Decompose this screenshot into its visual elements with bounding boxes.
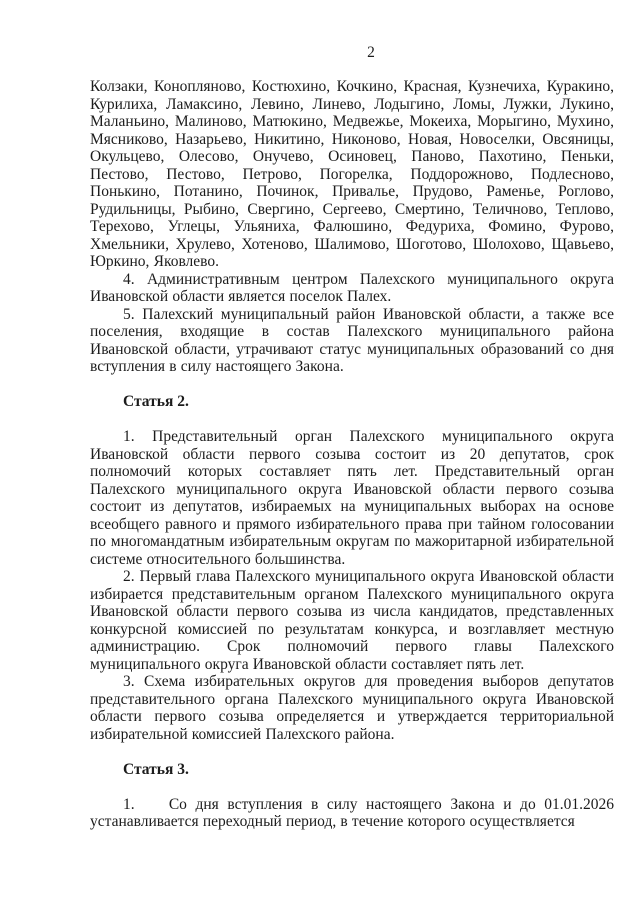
article1-item5-paragraph: 5. Палехский муниципальный район Ивановской области, а также все поселения, входящие в состав Палехского муниципального района Ивановской области, утрачивают статус муниципальных образований со дня вступления в силу настоящего Закона.	[90, 305, 614, 375]
article3-heading: Статья 3.	[123, 760, 189, 778]
settlement-list-paragraph: Колзаки, Конопляново, Костюхино, Кочкино, Красная, Кузнечиха, Куракино, Курилиха, Ламаксино, Левино, Линево, Лодыгино, Ломы, Лужки, Лукино, Маланьино, Малиново, Матюкино, Медвежье, Мокеиха, Морыгино, Мухино, Мясниково, Назарьево, Никитино, Никоново, Новая, Новоселки, Овсяницы, Окульцево, Олесово, Онучево, Осиновец, Паново, Пахотино, Пеньки, Пестово, Пестово, Петрово, Погорелка, Поддорожново, Подлесново, Понькино, Потанино, Починок, Привалье, Прудово, Раменье, Роглово, Рудильницы, Рыбино, Свергино, Сергеево, Смертино, Теличново, Теплово, Терехово, Углецы, Ульяниха, Фалюшино, Федуриха, Фомино, Фурово, Хмельники, Хрулево, Хотеново, Шалимово, Шоготово, Шолохово, Щавьево, Юркино, Яковлево.	[90, 78, 614, 270]
article3-item1-paragraph: 1. Со дня вступления в силу настоящего Закона и до 01.01.2026 устанавливается переходный период, в течение которого осуществляется	[90, 795, 614, 830]
article2-heading: Статья 2.	[123, 393, 189, 410]
page-number: 2	[367, 44, 375, 61]
article2-item3-paragraph: 3. Схема избирательных округов для проведения выборов депутатов представительного органа Палехского муниципального округа Ивановской области первого созыва определяется и утверждается территориальной избирательной комиссией Палехского района.	[90, 673, 614, 743]
article1-item4-paragraph: 4. Административным центром Палехского муниципального округа Ивановской области является поселок Палех.	[90, 270, 614, 305]
article2-item1-paragraph: 1. Представительный орган Палехского муниципального округа Ивановской области первого созыва состоит из 20 депутатов, срок полномочий которых составляет пять лет. Представительный орган Палехского муниципального округа Ивановской области первого созыва состоит из депутатов, избираемых на муниципальных выборах на основе всеобщего равного и прямого избирательного права при тайном голосовании по многомандатным избирательным округам по мажоритарной избирательной системе относительного большинства.	[90, 428, 614, 568]
article2-item2-paragraph: 2. Первый глава Палехского муниципального округа Ивановской области избирается представительным органом Палехского муниципального округа Ивановской области первого созыва из числа кандидатов, представленных конкурсной комиссией по результатам конкурса, и возглавляет местную администрацию. Срок полномочий первого главы Палехского муниципального округа Ивановской области составляет пять лет.	[90, 568, 614, 673]
document-body	[90, 78, 614, 831]
